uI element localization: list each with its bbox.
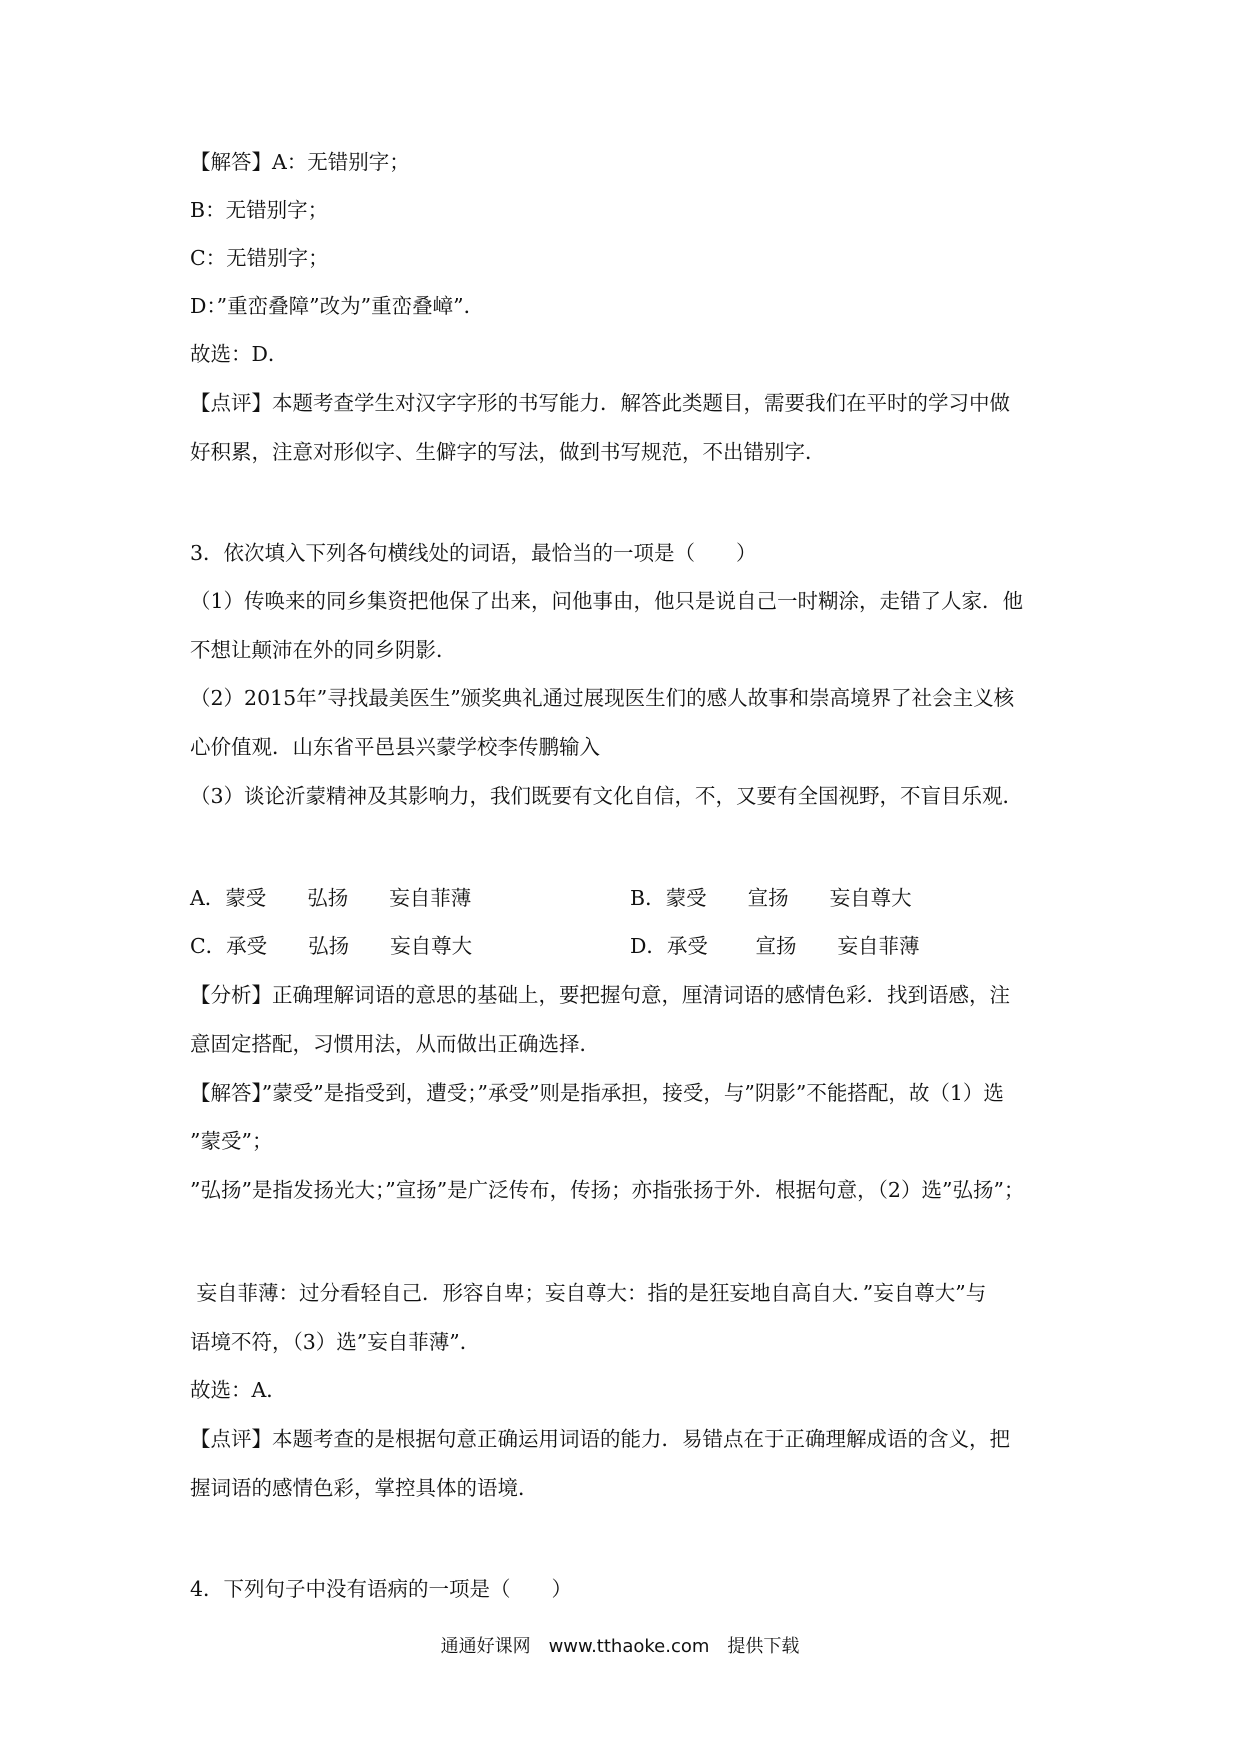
- line-12: 心价值观．山东省平邑县兴蒙学校李传鹏输入: [190, 735, 600, 759]
- line-26: 【点评】本题考查的是根据句意正确运用词语的能力．易错点在于正确理解成语的含义，把: [190, 1427, 1010, 1451]
- line-20: 【解答】”蒙受”是指受到，遭受；”承受”则是指承担，接受，与”阴影”不能搭配，故（1）选: [190, 1081, 1004, 1105]
- question-4-stem: 4．下列句子中没有语病的一项是（ ）: [190, 1577, 573, 1601]
- option-d: D．承受 宣扬 妄自菲薄: [630, 934, 920, 958]
- line-25: 故选：A．: [190, 1378, 287, 1402]
- line-21: ”蒙受”；: [190, 1129, 273, 1153]
- line-09: （1）传唤来的同乡集资把他保了出来，问他事由，他只是说自己一时糊涂，走错了人家．他: [190, 589, 1024, 613]
- line-07: 好积累，注意对形似字、生僻字的写法，做到书写规范，不出错别字．: [190, 440, 826, 464]
- option-b: B．蒙受 宣扬 妄自尊大: [630, 886, 912, 910]
- line-02: B：无错别字；: [190, 198, 329, 222]
- line-22: ”弘扬”是指发扬光大；”宣扬”是广泛传布，传扬；亦指张扬于外．根据句意，（2）选”弘扬”；: [190, 1178, 1025, 1202]
- line-18: 【分析】正确理解词语的意思的基础上，要把握句意，厘清词语的感情色彩．找到语感，注: [190, 983, 1010, 1007]
- line-11: （2）2015年”寻找最美医生”颁奖典礼通过展现医生们的感人故事和崇高境界了社会主义核: [190, 686, 1015, 710]
- page-footer: 通通好课网 www.tthaoke.com 提供下载: [440, 1636, 800, 1657]
- option-a: A．蒙受 弘扬 妄自菲薄: [190, 886, 472, 910]
- line-01: 【解答】A：无错别字；: [190, 150, 410, 174]
- line-06: 【点评】本题考查学生对汉字字形的书写能力．解答此类题目，需要我们在平时的学习中做: [190, 391, 1010, 415]
- line-13: （3）谈论沂蒙精神及其影响力，我们既要有文化自信，不，又要有全国视野，不盲目乐观．: [190, 784, 1024, 808]
- line-27: 握词语的感情色彩，掌控具体的语境．: [190, 1476, 539, 1500]
- option-c: C．承受 弘扬 妄自尊大: [190, 934, 473, 958]
- line-10: 不想让颠沛在外的同乡阴影．: [190, 638, 457, 662]
- line-24: 语境不符，（3）选”妄自菲薄”．: [190, 1330, 481, 1354]
- line-04: D：”重峦叠障”改为”重峦叠嶂”．: [190, 294, 485, 318]
- line-03: C：无错别字；: [190, 246, 329, 270]
- line-05: 故选：D．: [190, 342, 289, 366]
- line-23: 妄自菲薄：过分看轻自己．形容自卑；妄自尊大：指的是狂妄地自高自大．”妄自尊大”与: [190, 1281, 987, 1305]
- question-3-stem: 3．依次填入下列各句横线处的词语，最恰当的一项是（ ）: [190, 541, 757, 565]
- line-19: 意固定搭配，习惯用法，从而做出正确选择．: [190, 1032, 600, 1056]
